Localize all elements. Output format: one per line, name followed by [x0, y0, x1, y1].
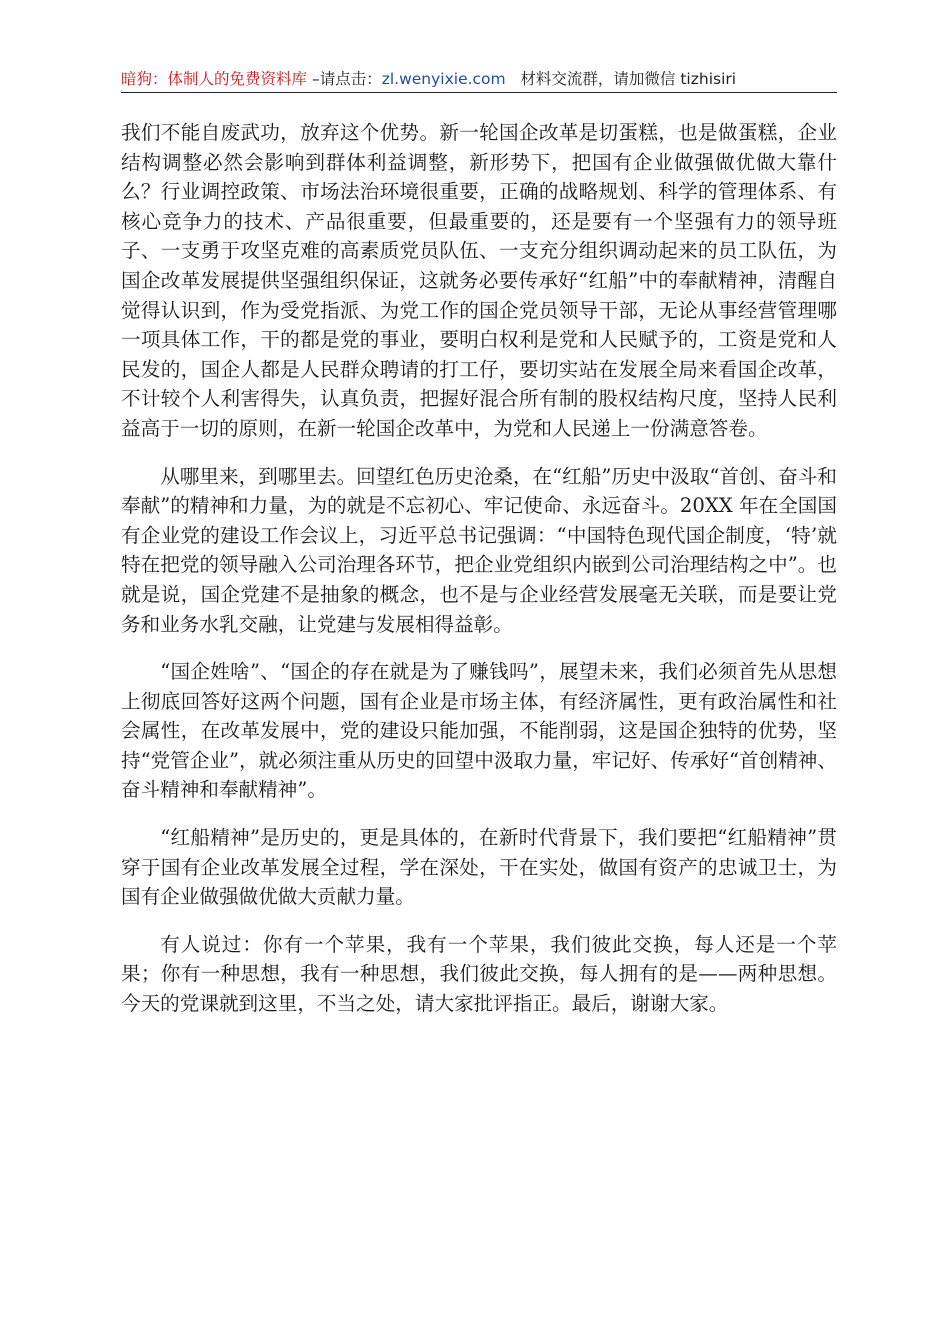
- paragraph-4: “红船精神”是历史的，更是具体的，在新时代背景下，我们要把“红船精神”贯穿于国有企业改革发展全过程，学在深处，干在实处，做国有资产的忠诚卫士，为国有企业做强做优做大贡献力量。: [121, 826, 837, 909]
- header-contact: 材料交流群，请加微信 tizhisiri: [520, 70, 737, 88]
- paragraph-5: 有人说过：你有一个苹果，我有一个苹果，我们彼此交换，每人还是一个苹果；你有一种思想，我有一种思想，我们彼此交换，每人拥有的是——两种思想。今天的党课就到这里，不当之处，请大家批评指正。最后，谢谢大家。: [121, 932, 837, 1016]
- document-body: [121, 118, 837, 1037]
- paragraph-2: 从哪里来，到哪里去。回望红色历史沧桑，在“红船”历史中汲取“首创、奋斗和奉献”的精神和力量，为的就是不忘初心、牢记使命、永远奋斗。20XX 年在全国国有企业党的建设工作会议上，习近平总书记强调：“中国特色现代国企制度，‘特’就特在把党的领导融入公司治理各环节，把企业党组织内嵌到公司治理结构之中”。也就是说，国企党建不是抽象的概念，也不是与企业经营发展毫无关联，而是要让党务和业务水乳交融，让党建与发展相得益彰。: [121, 464, 837, 636]
- header-prompt: –请点击：: [307, 70, 382, 88]
- header-url-link[interactable]: zl.wenyixie.com: [381, 70, 506, 88]
- page-header: [121, 66, 837, 93]
- paragraph-1: 我们不能自废武功，放弃这个优势。新一轮国企改革是切蛋糕，也是做蛋糕，企业结构调整必然会影响到群体利益调整，新形势下，把国有企业做强做优做大靠什么？行业调控政策、市场法治环境很重要，正确的战略规划、科学的管理体系、有核心竞争力的技术、产品很重要，但最重要的，还是要有一个坚强有力的领导班子、一支勇于攻坚克难的高素质党员队伍、一支充分组织调动起来的员工队伍，为国企改革发展提供坚强组织保证，这就务必要传承好“红船”中的奉献精神，清醒自觉得认识到，作为受党指派、为党工作的国企党员领导干部，无论从事经营管理哪一项具体工作，干的都是党的事业，要明白权利是党和人民赋予的，工资是党和人民发的，国企人都是人民群众聘请的打工仔，要切实站在发展全局来看国企改革，不计较个人利害得失，认真负责，把握好混合所有制的股权结构尺度，坚持人民利益高于一切的原则，在新一轮国企改革中，为党和人民递上一份满意答卷。: [121, 121, 837, 440]
- paragraph-3: “国企姓啥”、“国企的存在就是为了赚钱吗”，展望未来，我们必须首先从思想上彻底回答好这两个问题，国有企业是市场主体，有经济属性，更有政治属性和社会属性，在改革发展中，党的建设只能加强，不能削弱，这是国企独特的优势，坚持“党管企业”，就必须注重从历史的回望中汲取力量，牢记好、传承好“首创精神、奋斗精神和奉献精神”。: [121, 660, 837, 802]
- header-site-name: 暗狗：体制人的免费资料库: [121, 70, 308, 88]
